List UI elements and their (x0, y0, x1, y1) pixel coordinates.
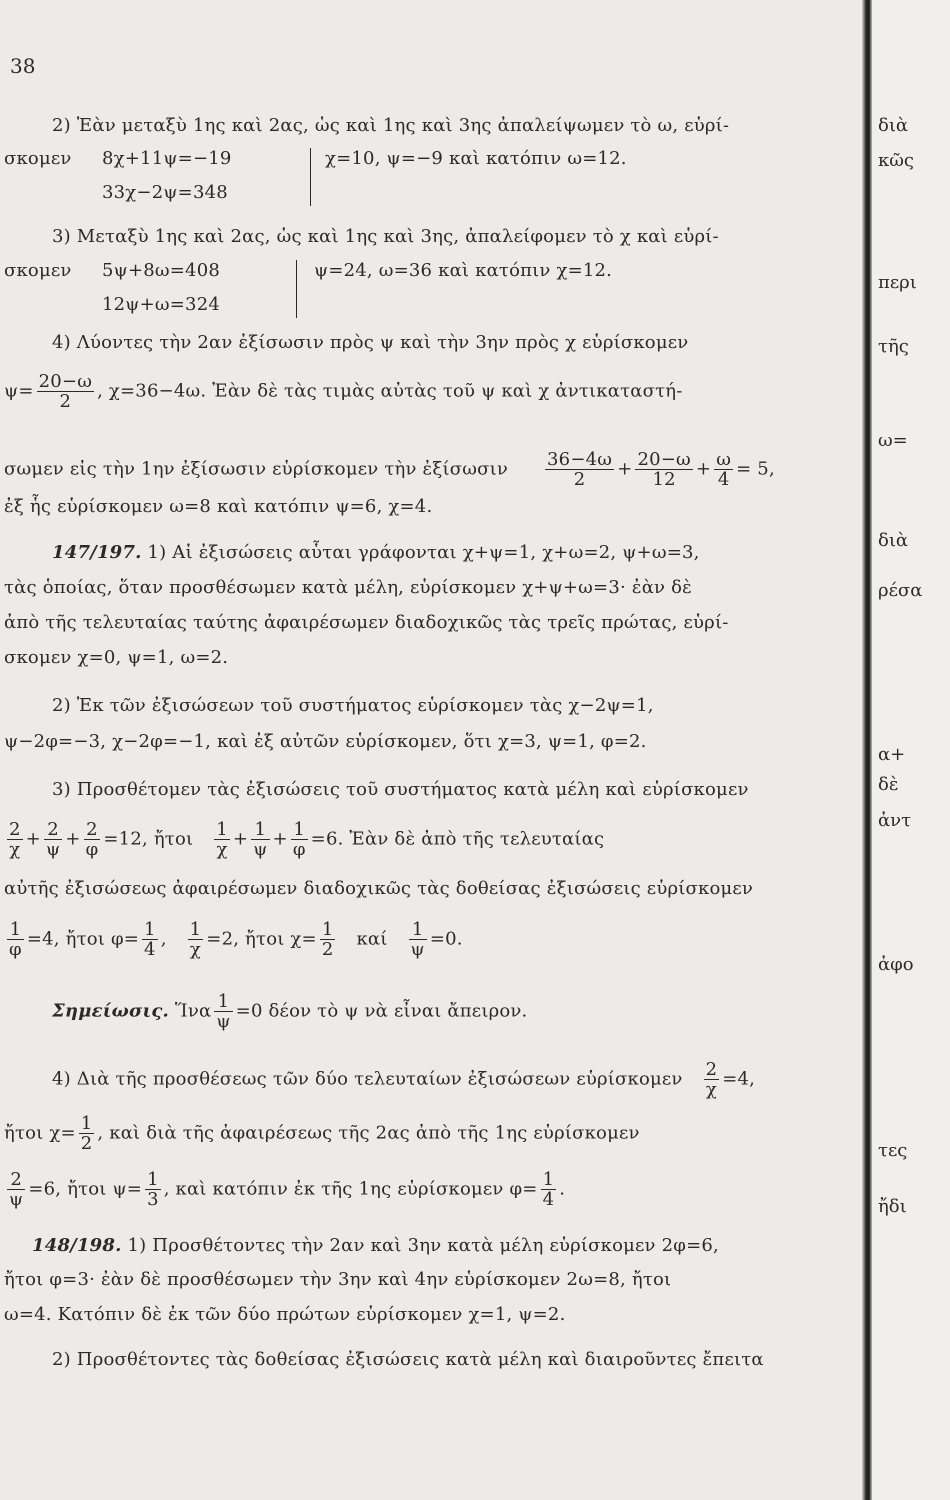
facing-page-edge (872, 0, 950, 1500)
margin-fragment: δὲ (878, 774, 899, 795)
margin-fragment: ω= (878, 430, 908, 451)
text-span: καί (356, 928, 388, 950)
plus-sign: + (272, 828, 288, 850)
margin-fragment: τῆς (878, 336, 909, 357)
text-line: 2) Ἐὰν μεταξὺ 1ης καὶ 2ας, ὡς καὶ 1ης καὶ 3ης ἀπαλείψωμεν τὸ ω, εὑρί- (52, 115, 730, 136)
text-span: =0 δέον τὸ ψ νὰ εἶναι ἄπειρον. (235, 1000, 528, 1022)
plus-sign: + (617, 458, 633, 480)
text-span: = 5, (736, 458, 775, 480)
denominator: 4 (542, 1189, 555, 1210)
fraction (145, 1170, 161, 1209)
fraction (7, 820, 23, 859)
fraction (142, 920, 158, 959)
numerator: 1 (147, 1169, 159, 1190)
numerator: 36−4ω (547, 449, 613, 470)
fraction (44, 820, 62, 859)
text-span: , καὶ διὰ τῆς ἀφαιρέσεως τῆς 2ας ἀπὸ τῆς 1ης εὑρίσκομεν (97, 1122, 640, 1144)
text-line: σκομεν (4, 260, 72, 281)
exercise-number: 148/198. (32, 1235, 122, 1256)
text-span: ἤτοι χ= (4, 1122, 76, 1144)
margin-fragment: ἀφο (878, 954, 914, 975)
denominator: ψ (410, 939, 425, 960)
fraction (214, 820, 230, 859)
text-span: =6, ἤτοι ψ= (28, 1178, 143, 1200)
plus-sign: + (695, 458, 712, 480)
text-span: , χ=36−4ω. Ἐὰν δὲ τὰς τιμὰς αὐτὰς τοῦ ψ καὶ χ ἀντικαταστή- (97, 380, 683, 402)
numerator: 1 (411, 919, 424, 940)
numerator: 1 (216, 819, 228, 840)
text-span: =12, ἤτοι (103, 828, 194, 850)
margin-fragment: περι (878, 272, 917, 293)
denominator: ψ (45, 839, 61, 860)
text-line: σκομεν (4, 148, 72, 169)
denominator: χ (188, 939, 204, 959)
numerator: 2 (705, 1059, 718, 1080)
text-line: ἐξ ἧς εὑρίσκομεν ω=8 καὶ κατόπιν ψ=6, χ=4. (4, 496, 433, 517)
margin-fragment: διὰ (878, 115, 909, 136)
margin-fragment: ἀντ (878, 810, 912, 831)
text-span: =2, ἤτοι χ= (206, 928, 317, 950)
denominator: φ (292, 839, 306, 860)
brace-divider (296, 260, 297, 318)
numerator: 1 (189, 919, 202, 940)
numerator: 2 (10, 1169, 22, 1190)
denominator: 4 (714, 469, 733, 489)
book-spine-shadow (862, 0, 872, 1500)
numerator: 1 (321, 919, 334, 940)
text-span: 4) Διὰ τῆς προσθέσεως τῶν δύο τελευταίων ἐξισώσεων εὑρίσκομεν (52, 1068, 683, 1090)
text-span: , καὶ κατόπιν ἐκ τῆς 1ης εὑρίσκομεν φ= (163, 1178, 538, 1200)
margin-fragment: ἤδι (878, 1196, 907, 1217)
denominator: ψ (216, 1011, 231, 1032)
denominator: 2 (80, 1133, 93, 1154)
numerator: 1 (80, 1113, 93, 1134)
text-line (4, 820, 604, 859)
equation: 8χ+11ψ=−19 (102, 148, 232, 169)
text-span: 1) Αἱ ἐξισώσεις αὗται γράφονται χ+ψ=1, χ+ω=2, ψ+ω=3, (141, 542, 700, 563)
text-span: 1) Προσθέτοντες τὴν 2αν καὶ 3ην κατὰ μέλη εὑρίσκομεν 2φ=6, (121, 1235, 719, 1256)
margin-fragment: τες (878, 1140, 908, 1161)
equation: ψ=24, ω=36 καὶ κατόπιν χ=12. (314, 260, 613, 281)
text-line: 2) Προσθέτοντες τὰς δοθείσας ἐξισώσεις κατὰ μέλη καὶ διαιροῦντες ἔπειτα (52, 1349, 764, 1370)
text-line (52, 1060, 755, 1099)
numerator: 1 (542, 1169, 555, 1190)
text-span: . (559, 1178, 566, 1200)
denominator: φ (85, 839, 99, 860)
fraction (635, 450, 692, 489)
fraction (320, 920, 336, 959)
text-line: ψ−2φ=−3, χ−2φ=−1, καὶ ἐξ αὐτῶν εὑρίσκομεν, ὅτι χ=3, ψ=1, φ=2. (4, 731, 647, 752)
text-span: σωμεν εἰς τὴν 1ην ἐξίσωσιν εὑρίσκομεν τὴν ἐξίσωσιν (4, 458, 509, 480)
text-line: 3) Μεταξὺ 1ης καὶ 2ας, ὡς καὶ 1ης καὶ 3ης, ἀπαλείφομεν τὸ χ καὶ εὑρί- (52, 226, 719, 247)
denominator: 4 (144, 939, 156, 960)
text-line: τὰς ὁποίας, ὅταν προσθέσωμεν κατὰ μέλη, εὑρίσκομεν χ+ψ+ω=3· ἐὰν δὲ (4, 577, 693, 598)
denominator: 2 (545, 469, 614, 489)
numerator: 20−ω (38, 371, 93, 392)
text-line (52, 542, 700, 564)
denominator: 3 (147, 1189, 159, 1210)
fraction (409, 920, 427, 959)
equation: 12ψ+ω=324 (102, 294, 221, 315)
equation: χ=10, ψ=−9 καὶ κατόπιν ω=12. (325, 148, 627, 169)
fraction (251, 820, 269, 859)
equation: 5ψ+8ω=408 (102, 260, 221, 281)
denominator: φ (9, 939, 22, 960)
text-line (4, 920, 463, 959)
fraction (84, 820, 101, 859)
text-span: =4, ἤτοι φ= (26, 928, 140, 950)
text-line: 3) Προσθέτομεν τὰς ἐξισώσεις τοῦ συστήματος κατὰ μέλη καὶ εὑρίσκομεν (52, 779, 749, 800)
text-line (32, 1235, 719, 1257)
text-line: σκομεν χ=0, ψ=1, ω=2. (4, 647, 229, 668)
text-span: =6. Ἐὰν δὲ ἀπὸ τῆς τελευταίας (310, 828, 605, 850)
text-line: ἀπὸ τῆς τελευταίας ταύτης ἀφαιρέσωμεν διαδοχικῶς τὰς τρεῖς πρώτας, εὑρί- (4, 612, 729, 633)
fraction (214, 992, 232, 1031)
denominator: 2 (321, 939, 334, 960)
brace-divider (310, 148, 311, 206)
text-line (4, 1170, 565, 1209)
numerator: 20−ω (637, 449, 691, 470)
text-line (52, 992, 527, 1031)
plus-sign: + (232, 828, 249, 850)
fraction (541, 1170, 557, 1209)
numerator: 1 (144, 919, 156, 940)
text-line: ω=4. Κατόπιν δὲ ἐκ τῶν δύο πρώτων εὑρίσκομεν χ=1, ψ=2. (4, 1304, 566, 1325)
denominator: 2 (37, 391, 94, 411)
text-span: =0. (429, 928, 463, 950)
fraction (79, 1114, 95, 1153)
denominator: ψ (9, 1189, 24, 1210)
numerator: 1 (9, 919, 22, 940)
text-line: 2) Ἐκ τῶν ἐξισώσεων τοῦ συστήματος εὑρίσκομεν τὰς χ−2ψ=1, (52, 695, 654, 716)
page-number: 38 (10, 54, 36, 78)
exercise-number: 147/197. (52, 542, 142, 563)
text-line (4, 372, 683, 411)
fraction (545, 450, 614, 489)
denominator: 12 (635, 469, 692, 489)
fraction (7, 920, 24, 959)
denominator: χ (7, 839, 23, 859)
numerator: 1 (254, 819, 267, 840)
fraction (291, 820, 308, 859)
note-heading: Σημείωσις. (52, 1000, 169, 1022)
fraction (714, 450, 733, 489)
text-line (4, 1114, 640, 1153)
numerator: 1 (217, 991, 230, 1012)
margin-fragment: κῶς (878, 150, 915, 171)
fraction (7, 1170, 25, 1209)
fraction (704, 1060, 720, 1099)
numerator: 2 (9, 819, 21, 840)
text-line: ἤτοι φ=3· ἐὰν δὲ προσθέσωμεν τὴν 3ην καὶ 4ην εὑρίσκομεν 2ω=8, ἤτοι (4, 1269, 672, 1290)
margin-fragment: α+ (878, 744, 906, 765)
margin-fragment: διὰ (878, 530, 909, 551)
fraction (37, 372, 94, 411)
fraction (188, 920, 204, 959)
denominator: χ (704, 1079, 720, 1099)
numerator: 2 (47, 819, 59, 840)
numerator: 2 (86, 819, 98, 840)
text-span: =4, (722, 1068, 756, 1090)
text-span: ψ= (4, 380, 34, 402)
text-line: αὐτῆς ἐξισώσεως ἀφαιρέσωμεν διαδοχικῶς τὰς δοθείσας ἐξισώσεις εὑρίσκομεν (4, 878, 754, 899)
denominator: χ (214, 839, 230, 859)
text-span: Ἵνα (169, 1000, 212, 1022)
denominator: ψ (253, 839, 268, 860)
plus-sign: + (65, 828, 81, 850)
numerator: ω (716, 449, 732, 470)
margin-fragment: ρέσα (878, 580, 923, 601)
text-line (4, 450, 775, 489)
text-span: , (160, 928, 167, 950)
text-line: 4) Λύοντες τὴν 2αν ἐξίσωσιν πρὸς ψ καὶ τὴν 3ην πρὸς χ εὑρίσκομεν (52, 332, 689, 353)
equation: 33χ−2ψ=348 (102, 182, 228, 203)
numerator: 1 (293, 819, 306, 840)
plus-sign: + (25, 828, 41, 850)
